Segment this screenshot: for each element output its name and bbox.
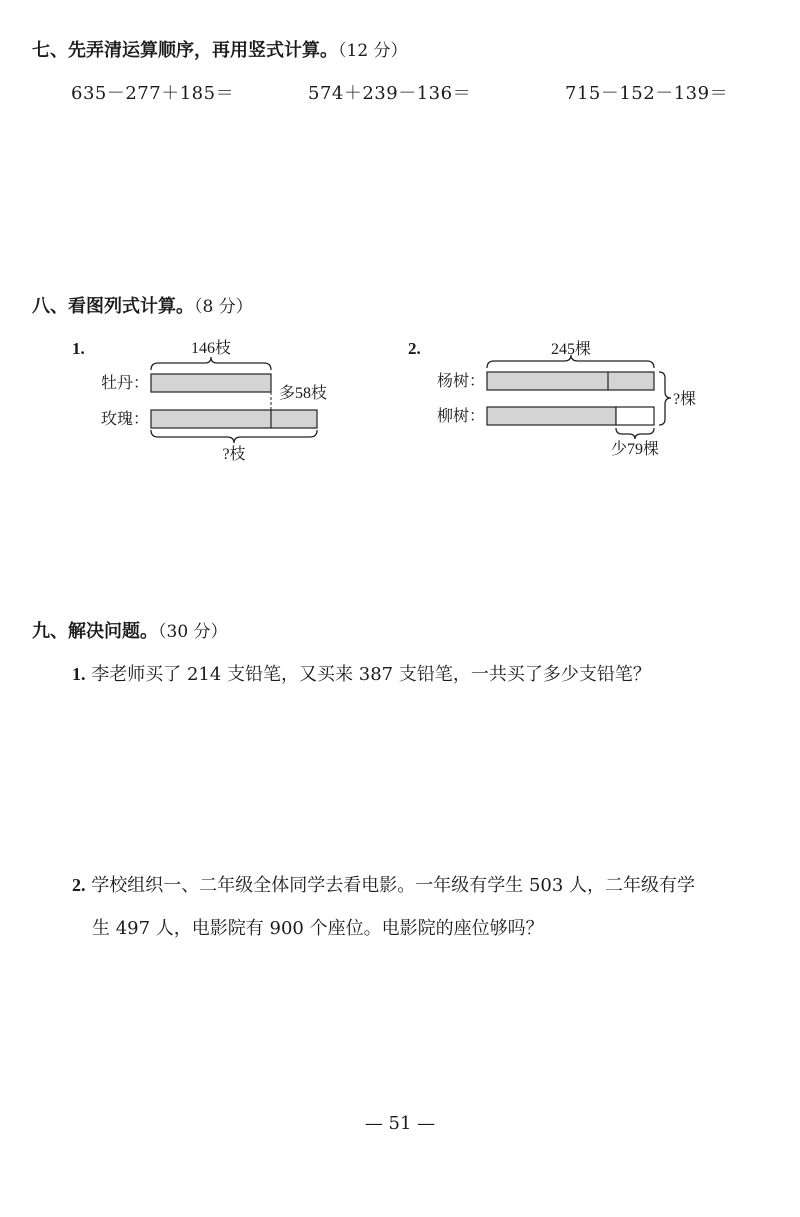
question-2-line-1 [72, 871, 695, 897]
question-2-text-line2: 生 497 人，电影院有 900 个座位。电影院的座位够吗？ [92, 918, 544, 939]
section9-heading [32, 617, 228, 643]
section7-points: （12 分） [338, 41, 408, 61]
question-1 [72, 660, 651, 686]
diagram-2 [400, 330, 800, 470]
section7-heading [32, 36, 408, 62]
section8-title: 八、看图列式计算。 [32, 296, 194, 317]
diagram1-top-label: 146枝 [190, 340, 232, 357]
diagram2-right-brace [659, 372, 671, 425]
question-1-text: 李老师买了 214 支铅笔，又买来 387 支铅笔，一共买了多少支铅笔？ [91, 664, 651, 685]
diagram2-bar-willow [487, 407, 616, 425]
page-number: — 51 — [364, 1113, 436, 1134]
question-2-number: 2. [72, 875, 86, 895]
diagram2-bar-missing [616, 407, 654, 425]
diagram1-bar-peony [151, 374, 271, 392]
diagram2-top-label: 245棵 [550, 341, 592, 358]
diagram2-total-label: ?棵 [673, 391, 697, 408]
diagram2-bottom-brace [616, 428, 654, 439]
diagram1-number: 1. [72, 339, 85, 358]
diagram2-row1-label: 杨树： [437, 373, 486, 390]
diagram2-bar-poplar [487, 372, 654, 390]
diagram1-top-brace [151, 357, 271, 370]
diagram2-row2-label: 柳树： [437, 408, 486, 425]
section8-heading [32, 292, 253, 318]
question-2-text-line1: 学校组织一、二年级全体同学去看电影。一年级有学生 503 人，二年级有学 [91, 875, 696, 896]
diagram-1 [0, 330, 400, 470]
section8-points: （8 分） [194, 297, 253, 317]
diagram1-row2-label: 玫瑰： [101, 411, 150, 428]
section9-title: 九、解决问题。 [32, 621, 158, 642]
expression-1: 635－277＋185＝ [71, 83, 235, 104]
diagram2-diff-label: 少79棵 [610, 441, 660, 458]
diagram1-diff-label: 多58枝 [279, 385, 328, 402]
diagram2-number: 2. [408, 339, 421, 358]
diagram1-row1-label: 牡丹： [101, 375, 150, 392]
section7-title: 七、先弄清运算顺序，再用竖式计算。 [32, 40, 338, 61]
expression-3: 715－152－139＝ [565, 83, 729, 104]
section9-points: （30 分） [158, 622, 228, 642]
diagram1-bar-rose [151, 410, 317, 428]
expression-2: 574＋239－136＝ [308, 83, 472, 104]
diagram1-bottom-label: ?枝 [222, 446, 246, 463]
question-1-number: 1. [72, 664, 86, 684]
diagram1-bottom-brace [151, 430, 317, 443]
